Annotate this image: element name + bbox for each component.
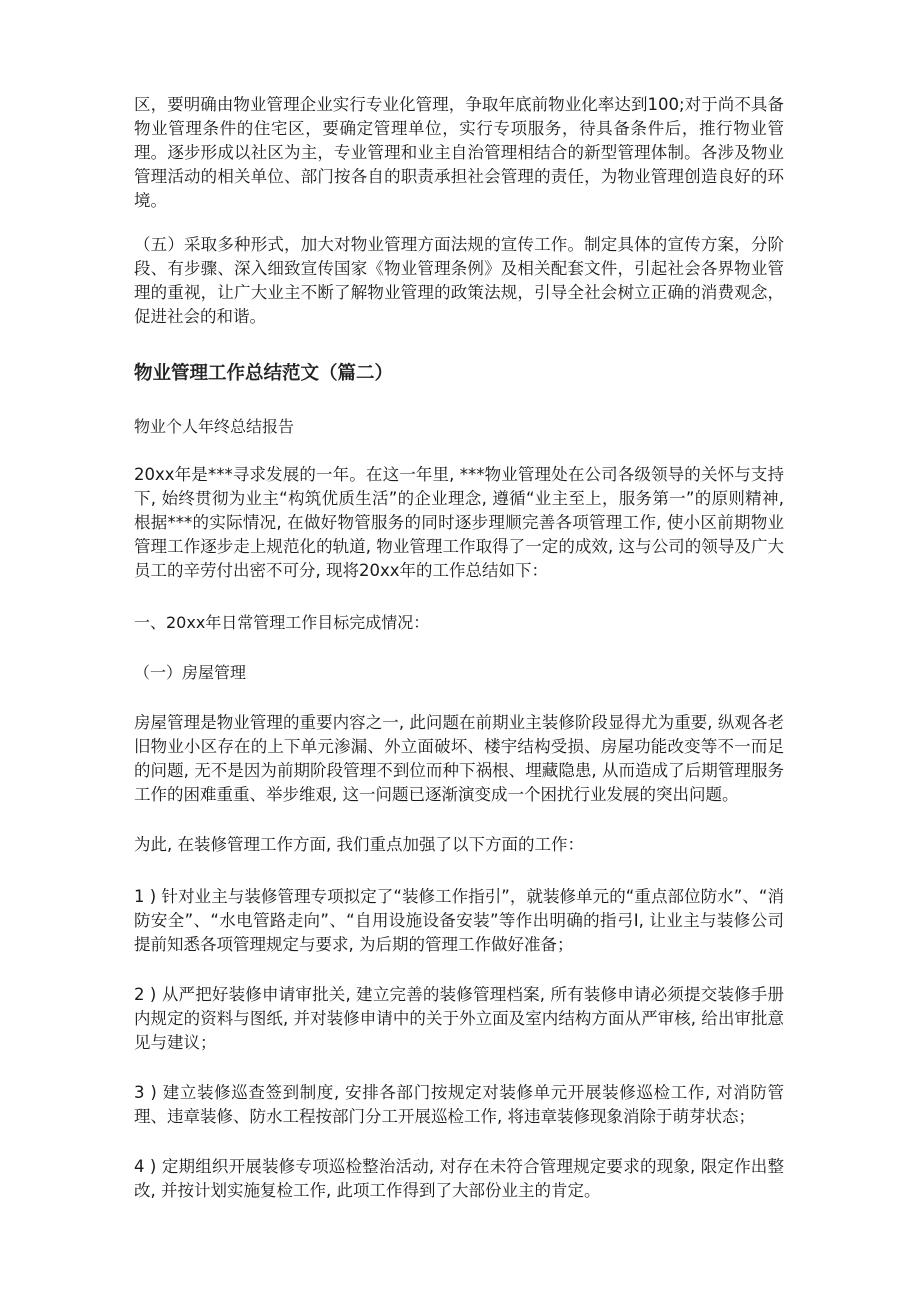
paragraph-2: （五）采取多种形式，加大对物业管理方面法规的宣传工作。制定具体的宣传方案，分阶段、有步骤、深入细致宣传国家《物业管理条例》及相关配套文件，引起社会各界物业管理的重视，让广大业主不断了解物业管理的政策法规，引导全社会树立正确的消费观念，促进社会的和谐。: [134, 235, 784, 326]
paragraph-5: 为此, 在装修管理工作方面, 我们重点加强了以下方面的工作：: [134, 835, 584, 854]
section-heading: 物业管理工作总结范文（篇二）: [134, 363, 394, 384]
list-item-1: 1 ) 针对业主与装修管理专项拟定了“装修工作指引”，就装修单元的“重点部位防水”、“消防安全”、“水电管路走向”、“自用设施设备安装”等作出明确的指弓I, 让业主与装修公司提前知悉各项管理规定与要求, 为后期的管理工作做好准备；: [134, 887, 784, 954]
list-item-3: 3 ) 建立装修巡查签到制度, 安排各部门按规定对装修单元开展装修巡检工作, 对消防管理、违章装修、防水工程按部门分工开展巡检工作, 将违章装修现象消除于萌芽状态；: [134, 1083, 784, 1126]
section-1-1-title: （一）房屋管理: [134, 663, 247, 682]
report-subtitle: 物业个人年终总结报告: [134, 417, 295, 436]
paragraph-1: 区，要明确由物业管理企业实行专业化管理，争取年底前物业化率达到100;对于尚不具备物业管理条件的住宅区，要确定管理单位，实行专项服务，待具备条件后，推行物业管理。逐步形成以社区为主，专业管理和业主自治管理相结合的新型管理体制。各涉及物业管理活动的相关单位、部门按各自的职责承担社会管理的责任，为物业管理创造良好的环境。: [134, 95, 784, 210]
section-1-title: 一、20xx年日常管理工作目标完成情况：: [134, 613, 430, 632]
list-item-4: 4 ) 定期组织开展装修专项巡检整治活动, 对存在未符合管理规定要求的现象, 限定作出整改, 并按计划实施复检工作, 此项工作得到了大部份业主的肯定。: [134, 1157, 784, 1200]
document-page: [134, 93, 784, 1203]
paragraph-3: 20xx年是***寻求发展的一年。在这一年里, ***物业管理处在公司各级领导的关怀与支持下, 始终贯彻为业主“构筑优质生活”的企业理念, 遵循“业主至上，服务第一”的原则精神, 根据***的实际情况, 在做好物管服务的同时逐步理顺完善各项管理工作, 使小区前期物业管理工作逐步走上规范化的轨道, 物业管理工作取得了一定的成效, 这与公司的领导及广大员工的辛劳付出密不可分, 现将20xx年的工作总结如下：: [134, 465, 784, 580]
paragraph-4: 房屋管理是物业管理的重要内容之一, 此问题在前期业主装修阶段显得尤为重要, 纵观各老旧物业小区存在的上下单元渗漏、外立面破坏、楼宇结构受损、房屋功能改变等不一而足的问题, 无不是因为前期阶段管理不到位而种下祸根、埋藏隐患, 从而造成了后期管理服务工作的困难重重、举步维艰, 这一问题已逐渐演变成一个困扰行业发展的突出问题。: [134, 713, 784, 804]
list-item-2: 2 ) 从严把好装修申请审批关, 建立完善的装修管理档案, 所有装修申请必须提交装修手册内规定的资料与图纸, 并对装修申请中的关于外立面及室内结构方面从严审核, 给出审批意见与建议；: [134, 985, 784, 1052]
